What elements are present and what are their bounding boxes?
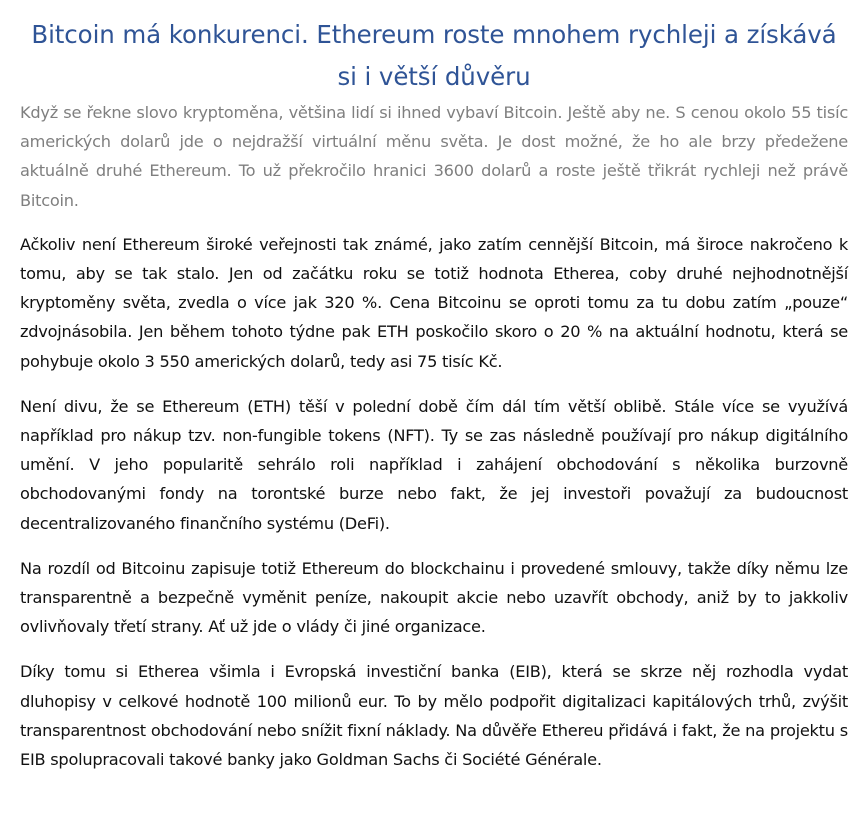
article bbox=[20, 14, 848, 790]
article-paragraph: Díky tomu si Etherea všimla i Evropská investiční banka (EIB), která se skrze něj rozhodla vydat dluhopisy v celkové hodnotě 100 milionů eur. To by mělo podpořit digitalizaci kapitálových trhů, zvýšit transparentnost obchodování nebo snížit fixní náklady. Na důvěře Ethereu přidává i fakt, že na projektu s EIB spolupracovali takové banky jako Goldman Sachs či Société Générale. bbox=[20, 662, 848, 770]
article-paragraph: Na rozdíl od Bitcoinu zapisuje totiž Ethereum do blockchainu i provedené smlouvy, takže díky němu lze transparentně a bezpečně vyměnit peníze, nakoupit akcie nebo uzavřít obchody, aniž by to jakkoliv ovlivňovaly třetí strany. Ať už jde o vlády či jiné organizace. bbox=[20, 558, 848, 637]
article-paragraph: Ačkoliv není Ethereum široké veřejnosti tak známé, jako zatím cennější Bitcoin, má široce nakročeno k tomu, aby se tak stalo. Jen od začátku roku se totiž hodnota Etherea, coby druhé nejhodnotnější kryptoměny světa, zvedla o více jak 320 %. Cena Bitcoinu se oproti tomu za tu dobu zatím „pouze“ zdvojnásobila. Jen během tohoto týdne pak ETH poskočilo skoro o 20 % na aktuální hodnotu, která se pohybuje okolo 3 550 amerických dolarů, tedy asi 75 tisíc Kč. bbox=[20, 234, 848, 371]
article-paragraph: Není divu, že se Ethereum (ETH) těší v polední době čím dál tím větší oblibě. Stále více se využívá například pro nákup tzv. non-fungible tokens (NFT). Ty se zas následně používají pro nákup digitálního umění. V jeho popularitě sehrálo roli například i zahájení obchodování s několika burzovně obchodovanými fondy na torontské burze nebo fakt, že jej investoři považují za budoucnost decentralizovaného finančního systému (DeFi). bbox=[20, 396, 848, 533]
article-title: Bitcoin má konkurenci. Ethereum roste mnohem rychleji a získává si i větší důvěru bbox=[31, 20, 837, 91]
article-lead: Když se řekne slovo kryptoměna, většina lidí si ihned vybaví Bitcoin. Ještě aby ne. S cenou okolo 55 tisíc amerických dolarů jde o nejdražší virtuální měnu světa. Je dost možné, že ho ale brzy předežene aktuálně druhé Ethereum. To už překročilo hranici 3600 dolarů a roste ještě třikrát rychleji než právě Bitcoin. bbox=[20, 103, 848, 210]
